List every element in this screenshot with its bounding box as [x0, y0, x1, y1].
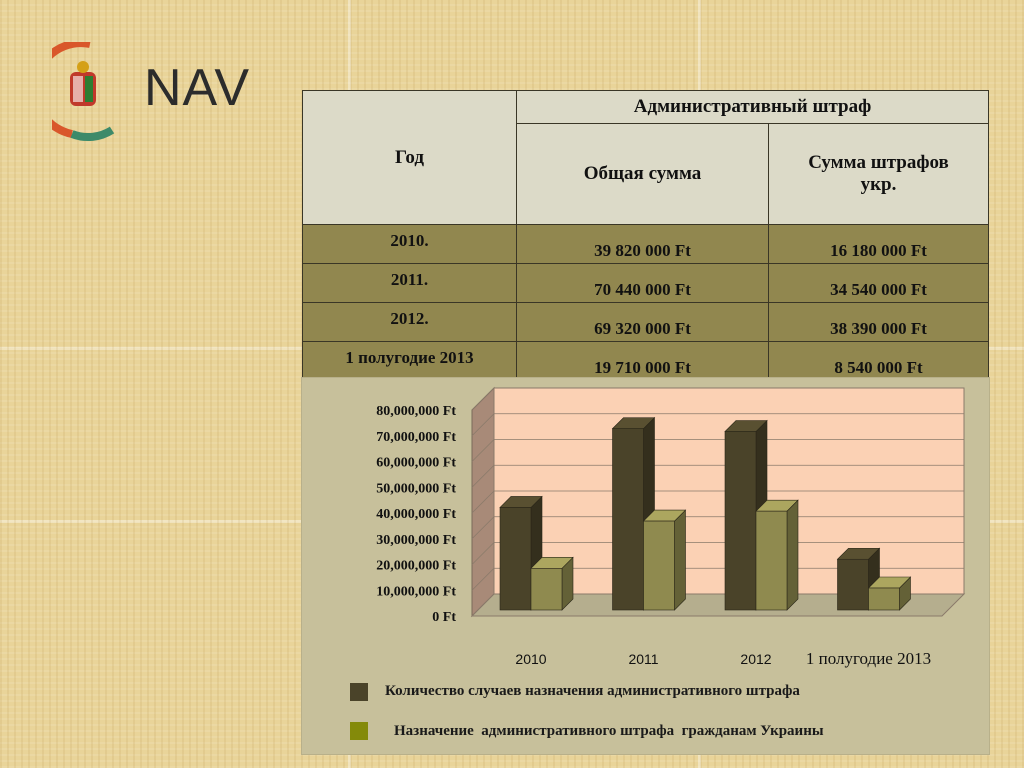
y-tick-label: 30,000,000 Ft — [376, 532, 456, 548]
header-admin-fine: Административный штраф — [517, 91, 989, 124]
bar — [838, 559, 869, 610]
y-tick-label: 0 Ft — [432, 610, 456, 625]
legend-label-series1: Количество случаев назначения административного штрафа — [385, 683, 800, 699]
legend-swatch-series2 — [350, 722, 368, 740]
header-year: Год — [303, 91, 517, 225]
chart-panel — [301, 377, 990, 755]
cell-ukr: 16 180 000 Ft — [769, 225, 989, 264]
y-tick-label: 80,000,000 Ft — [376, 404, 456, 419]
cell-total: 19 710 000 Ft — [517, 342, 769, 381]
table-header-row — [303, 91, 989, 124]
fines-table — [302, 90, 989, 381]
table-row — [303, 342, 989, 381]
cell-year: 2010. — [303, 225, 517, 264]
cell-ukr: 8 540 000 Ft — [769, 342, 989, 381]
x-tick-label: 1 полугодие 2013 — [805, 649, 932, 668]
legend-swatch-series1 — [350, 683, 368, 701]
bar — [531, 568, 562, 610]
y-tick-label: 40,000,000 Ft — [376, 507, 456, 522]
x-tick-label: 2012 — [740, 651, 772, 667]
cell-year: 2011. — [303, 264, 517, 303]
bar — [725, 432, 756, 610]
nav-logo-text: NAV — [144, 59, 251, 117]
bar-side — [787, 500, 798, 610]
cell-total: 69 320 000 Ft — [517, 303, 769, 342]
bar — [500, 507, 531, 610]
table-row — [303, 225, 989, 264]
y-tick-label: 10,000,000 Ft — [376, 584, 456, 600]
cell-ukr: 38 390 000 Ft — [769, 303, 989, 342]
header-total: Общая сумма — [517, 124, 769, 225]
bar-side — [675, 510, 686, 610]
bar — [756, 511, 787, 610]
cell-total: 70 440 000 Ft — [517, 264, 769, 303]
legend-label-series2: Назначение административного штрафа гражданам Украины — [394, 723, 824, 739]
nav-logo — [52, 42, 292, 142]
bar — [613, 429, 644, 610]
x-tick-label: 2010 — [515, 651, 547, 667]
x-tick-label: 2011 — [628, 651, 659, 667]
bar — [644, 521, 675, 610]
y-tick-label: 60,000,000 Ft — [376, 455, 456, 471]
cell-year: 2012. — [303, 303, 517, 342]
header-ukr: Сумма штрафов укр. — [769, 124, 989, 225]
y-tick-label: 20,000,000 Ft — [376, 558, 456, 574]
table-row — [303, 264, 989, 303]
cell-total: 39 820 000 Ft — [517, 225, 769, 264]
cell-ukr: 34 540 000 Ft — [769, 264, 989, 303]
nav-emblem-icon — [52, 42, 142, 142]
table-row — [303, 303, 989, 342]
cell-year: 1 полугодие 2013 — [303, 342, 517, 381]
y-tick-label: 70,000,000 Ft — [376, 429, 456, 445]
y-tick-label: 50,000,000 Ft — [376, 481, 456, 497]
bar — [869, 588, 900, 610]
